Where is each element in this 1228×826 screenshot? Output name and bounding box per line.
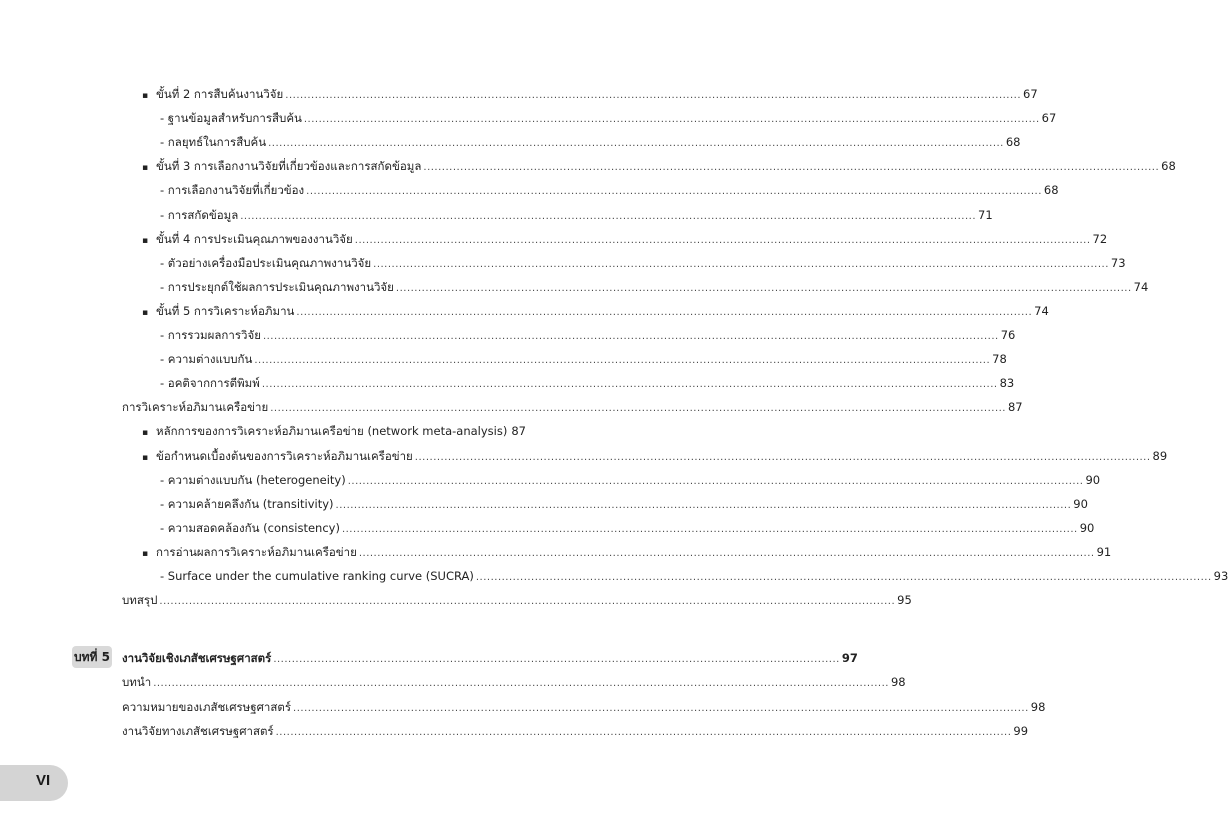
toc-entry-page: 68 <box>1161 159 1176 174</box>
toc-entry[interactable] <box>160 569 1228 585</box>
leader-dots: ........................................................................................................................................................................................................ <box>341 523 1078 535</box>
toc-entry-title: - ความคล้ายคลึงกัน (transitivity) <box>160 496 334 511</box>
toc-entry[interactable] <box>142 231 1108 248</box>
bullet-icon: ▪ <box>142 548 149 559</box>
toc-entry-title: - การรวมผลการวิจัย <box>160 328 261 342</box>
toc-entry[interactable] <box>122 699 1046 716</box>
leader-dots: ........................................................................................................................................................................................................ <box>423 162 1160 174</box>
toc-entry[interactable] <box>160 328 1016 344</box>
toc-entry[interactable] <box>160 207 993 224</box>
toc-entry[interactable] <box>160 496 1088 513</box>
toc-entry[interactable] <box>142 303 1049 320</box>
toc-entry[interactable] <box>160 376 1015 392</box>
leader-dots: ........................................................................................................................................................................................................ <box>373 258 1109 270</box>
toc-entry-page: 98 <box>890 675 906 689</box>
bullet-icon: ▪ <box>142 235 149 246</box>
toc-entry-title: - อคติจากการตีพิมพ์ <box>160 376 260 391</box>
toc-entry-title: - การประยุกต์ใช้ผลการประเมินคุณภาพงานวิจัย <box>160 279 394 294</box>
toc-entry-title: - ฐานข้อมูลสำหรับการสืบค้น <box>160 111 302 126</box>
toc-entry-title: - กลยุทธ์ในการสืบค้น <box>160 135 267 150</box>
leader-dots: ........................................................................................................................................................................................................ <box>354 234 1091 246</box>
toc-entry-title: - การเลือกงานวิจัยที่เกี่ยวข้อง <box>160 183 305 198</box>
page-number-tab <box>0 765 68 801</box>
toc-entry-title: - ความสอดคล้องกัน (consistency) <box>160 520 340 535</box>
toc-entry[interactable] <box>160 183 1059 199</box>
leader-dots: ........................................................................................................................................................................................................ <box>270 403 1006 415</box>
leader-dots: ........................................................................................................................................................................................................ <box>240 210 976 222</box>
toc-entry[interactable] <box>160 255 1126 272</box>
toc-entry-page: 71 <box>978 207 993 222</box>
toc-entry-title: ขั้นที่ 4 การประเมินคุณภาพของงานวิจัย <box>156 231 353 246</box>
toc-entry-page: 76 <box>1000 328 1016 342</box>
toc-entry-page: 73 <box>1110 255 1126 270</box>
toc-entry[interactable] <box>142 424 526 440</box>
bullet-icon: ▪ <box>142 452 149 463</box>
toc-entry-title: ขั้นที่ 2 การสืบค้นงานวิจัย <box>156 87 284 101</box>
toc-entry-page: 89 <box>1152 448 1168 463</box>
toc-entry[interactable] <box>160 135 1021 151</box>
toc-entry[interactable] <box>160 520 1095 537</box>
toc-entry-page: 67 <box>1041 111 1057 126</box>
leader-dots: ........................................................................................................................................................................................................ <box>262 331 999 342</box>
toc-entry-title: - ความต่างแบบกัน (heterogeneity) <box>160 472 346 487</box>
toc-entry-title: บทสรุป <box>122 593 158 608</box>
leader-dots: ........................................................................................................................................................................................................ <box>285 90 1022 101</box>
toc-entry-page: 83 <box>999 376 1015 391</box>
leader-dots: .......................................................................................................................................................... <box>273 654 840 665</box>
toc-entry-title: - Surface under the cumulative ranking curve (SUCRA) <box>160 569 474 583</box>
toc-entry-title: หลักการของการวิเคราะห์อภิมานเครือข่าย (network meta-analysis) <box>156 424 508 439</box>
toc-entry-page: 68 <box>1043 183 1059 198</box>
page-number: VI <box>36 772 51 789</box>
leader-dots: ........................................................................................................................................................................................................ <box>395 282 1132 294</box>
leader-dots: ........................................................................................................................................................................................................ <box>303 114 1040 126</box>
chapter-label-badge: บทที่ 5 <box>72 646 112 668</box>
toc-entry-page: 91 <box>1096 544 1112 559</box>
leader-dots: ........................................................................................................................................................................................................ <box>335 499 1072 511</box>
toc-entry-title: การวิเคราะห์อภิมานเครือข่าย <box>122 400 269 415</box>
toc-entry-title: งานวิจัยทางเภสัชเศรษฐศาสตร์ <box>122 724 274 738</box>
toc-entry-page: 74 <box>1133 279 1149 294</box>
toc-entry-title: - ตัวอย่างเครื่องมือประเมินคุณภาพงานวิจัย <box>160 255 372 270</box>
leader-dots: ........................................................................................................................................................................................................ <box>306 186 1042 198</box>
leader-dots: ........................................................................................................................................................................................................ <box>347 475 1084 487</box>
toc-entry[interactable] <box>142 448 1168 465</box>
bullet-icon: ▪ <box>142 91 149 101</box>
leader-dots: ........................................................................................................................................................................................................ <box>296 306 1033 318</box>
toc-entry[interactable] <box>160 111 1057 127</box>
toc-entry-page: 78 <box>992 352 1007 367</box>
toc-entry-page: 99 <box>1013 724 1029 738</box>
toc-entry-page: 87 <box>511 424 526 439</box>
toc-entry-page: 74 <box>1034 303 1049 318</box>
toc-entry-title: ความหมายของเภสัชเศรษฐศาสตร์ <box>122 699 292 714</box>
toc-entry[interactable] <box>160 352 1007 368</box>
toc-entry[interactable] <box>142 159 1176 175</box>
bullet-icon: ▪ <box>142 163 149 174</box>
toc-entry-page: 87 <box>1007 400 1023 415</box>
leader-dots: ........................................................................................................................................................................................................ <box>261 379 998 391</box>
toc-entry-page: 90 <box>1079 520 1095 535</box>
toc-entry-page: 93 <box>1213 569 1228 583</box>
toc-entry[interactable] <box>122 724 1029 740</box>
leader-dots: ........................................................................................................................................................................................................ <box>293 702 1029 714</box>
leader-dots: ........................................................................................................................................................................................................ <box>153 678 889 689</box>
leader-dots: ........................................................................................................................................................................................................ <box>275 727 1012 738</box>
chapter-title-line[interactable] <box>122 651 858 667</box>
toc-entry-title: ขั้นที่ 3 การเลือกงานวิจัยที่เกี่ยวข้องและการสกัดข้อมูล <box>156 159 422 174</box>
toc-entry-title: ข้อกำหนดเบื้องต้นของการวิเคราะห์อภิมานเครือข่าย <box>156 448 413 463</box>
toc-entry-page: 68 <box>1005 135 1021 150</box>
toc-entry-page: 72 <box>1092 231 1108 246</box>
leader-dots: ........................................................................................................................................................................................................ <box>254 355 991 367</box>
leader-dots: ........................................................................................................................................................................................................ <box>159 596 896 608</box>
toc-entry[interactable] <box>160 472 1101 489</box>
leader-dots: ........................................................................................................................................................................................................ <box>358 547 1095 559</box>
toc-entry[interactable] <box>122 400 1023 416</box>
leader-dots: ........................................................................................................................................................................................................ <box>268 138 1004 150</box>
toc-entry-page: 67 <box>1023 87 1038 101</box>
leader-dots: ........................................................................................................................................................................................................ <box>475 572 1212 583</box>
toc-entry-title: การอ่านผลการวิเคราะห์อภิมานเครือข่าย <box>156 544 357 559</box>
toc-entry-title: - การสกัดข้อมูล <box>160 207 239 222</box>
bullet-icon: ▪ <box>142 428 149 439</box>
toc-entry[interactable] <box>160 279 1149 296</box>
toc-entry-page: 98 <box>1030 699 1046 714</box>
toc-entry[interactable] <box>122 593 912 609</box>
toc-entry[interactable] <box>122 675 906 691</box>
chapter-page: 97 <box>841 651 858 665</box>
leader-dots: ........................................................................................................................................................................................................ <box>414 451 1151 463</box>
toc-entry-title: บทนำ <box>122 675 152 689</box>
toc-entry[interactable] <box>142 544 1112 561</box>
toc-entry-title: ขั้นที่ 5 การวิเคราะห์อภิมาน <box>156 303 295 318</box>
toc-entry[interactable] <box>142 87 1038 103</box>
toc-entry-title: - ความต่างแบบกัน <box>160 352 253 367</box>
toc-entry-page: 90 <box>1085 472 1101 487</box>
chapter-title: งานวิจัยเชิงเภสัชเศรษฐศาสตร์ <box>122 651 272 665</box>
toc-entry-page: 90 <box>1073 496 1088 511</box>
toc-entry-page: 95 <box>897 593 912 608</box>
bullet-icon: ▪ <box>142 307 149 318</box>
